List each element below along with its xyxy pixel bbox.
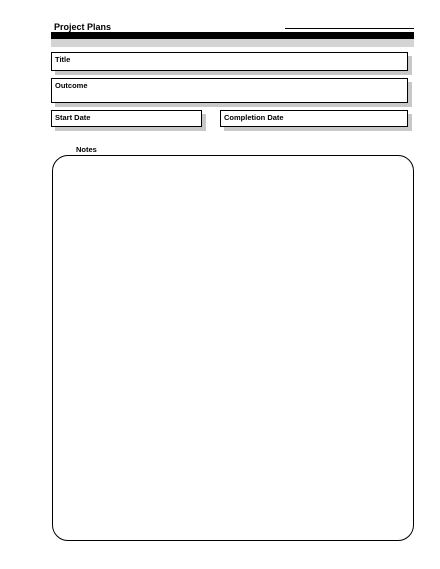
notes-area[interactable] [52, 155, 414, 541]
completion-date-label: Completion Date [224, 113, 284, 122]
title-field[interactable] [51, 52, 408, 71]
name-line [285, 28, 414, 29]
start-date-label: Start Date [55, 113, 91, 122]
completion-date-field[interactable] [220, 110, 408, 127]
title-label: Title [55, 55, 71, 64]
outcome-label: Outcome [55, 81, 88, 90]
outcome-field[interactable] [51, 78, 408, 103]
notes-label: Notes [76, 145, 97, 154]
page-title: Project Plans [54, 22, 112, 32]
header-shade [51, 39, 414, 47]
header-bar [51, 32, 414, 39]
start-date-field[interactable] [51, 110, 202, 127]
